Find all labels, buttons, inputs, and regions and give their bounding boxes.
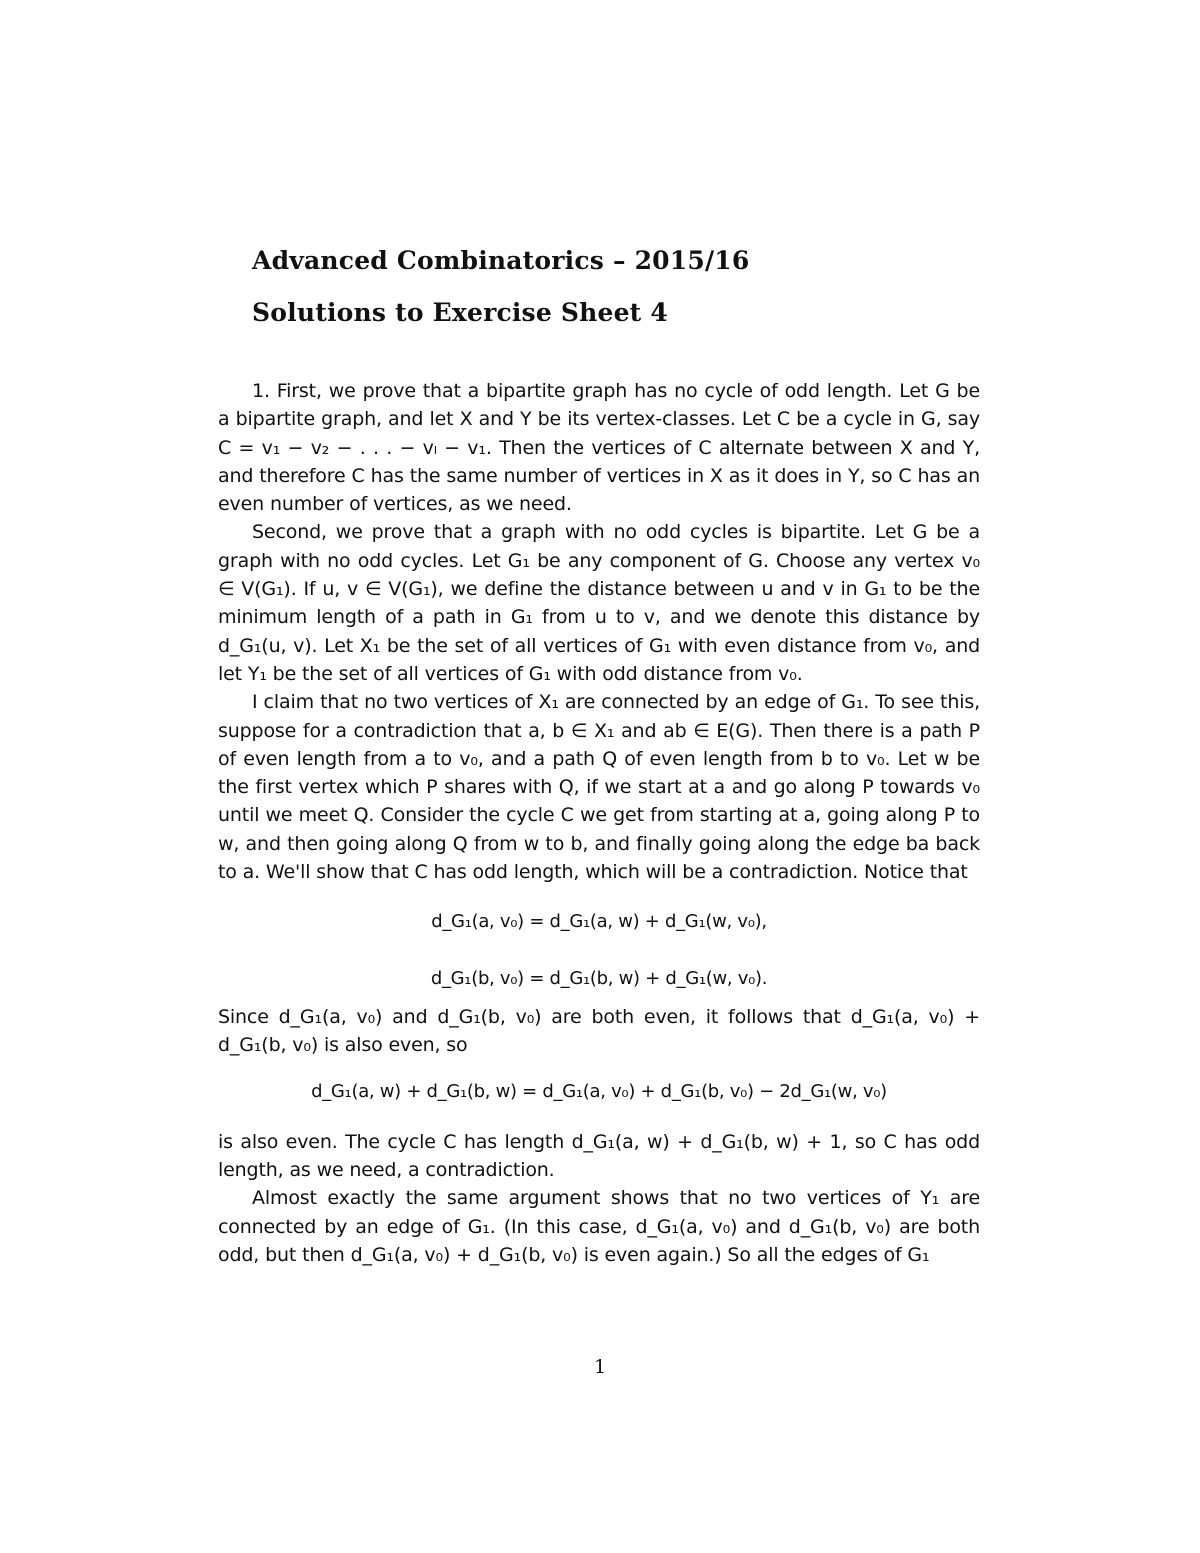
paragraph-4: Since d_G₁(a, v₀) and d_G₁(b, v₀) are both even, it follows that d_G₁(a, v₀) + d_G₁(b, v₀) is also even, so <box>218 1005 980 1057</box>
paragraph-5: is also even. The cycle C has length d_G₁(a, w) + d_G₁(b, w) + 1, so C has odd length, as we need, a contradiction. <box>218 1130 980 1182</box>
paragraph-2: Second, we prove that a graph with no odd cycles is bipartite. Let G be a graph with no odd cycles. Let G₁ be any component of G. Choose any vertex v₀ ∈ V(G₁). If u, v ∈ V(G₁), we define the distance between u and v in G₁ to be the minimum length of a path in G₁ from u to v, and we denote this distance by d_G₁(u, v). Let X₁ be the set of all vertices of G₁ with even distance from v₀, and let Y₁ be the set of all vertices of G₁ with odd distance from v₀. <box>218 521 980 685</box>
solution-body <box>218 377 980 1269</box>
paragraph-3: I claim that no two vertices of X₁ are connected by an edge of G₁. To see this, suppose for a contradiction that a, b ∈ X₁ and ab ∈ E(G). Then there is a path P of even length from a to v₀, and a path Q of even length from b to v₀. Let w be the first vertex which P shares with Q, if we start at a and go along P towards v₀ until we meet Q. Consider the cycle C we get from starting at a, going along P to w, and then going along Q from w to b, and finally going along the edge ba back to a. We'll show that C has odd length, which will be a contradiction. Notice that <box>218 691 980 884</box>
paragraph-1: 1. First, we prove that a bipartite graph has no cycle of odd length. Let G be a bipartite graph, and let X and Y be its vertex-classes. Let C be a cycle in G, say C = v₁ − v₂ − . . . − vₗ − v₁. Then the vertices of C alternate between X and Y, and therefore C has the same number of vertices in X as it does in Y, so C has an even number of vertices, as we need. <box>218 380 980 516</box>
equation-3: d_G₁(a, w) + d_G₁(b, w) = d_G₁(a, v₀) + d_G₁(b, v₀) − 2d_G₁(w, v₀) <box>311 1080 887 1102</box>
equation-2: d_G₁(b, v₀) = d_G₁(b, w) + d_G₁(w, v₀). <box>430 967 768 989</box>
document-title: Advanced Combinatorics – 2015/16 <box>252 246 750 275</box>
document-subtitle: Solutions to Exercise Sheet 4 <box>252 298 668 327</box>
page-number: 1 <box>593 1356 607 1378</box>
equation-1: d_G₁(a, v₀) = d_G₁(a, w) + d_G₁(w, v₀), <box>431 911 767 933</box>
paragraph-6: Almost exactly the same argument shows that no two vertices of Y₁ are connected by an edge of G₁. (In this case, d_G₁(a, v₀) and d_G₁(b, v₀) are both odd, but then d_G₁(a, v₀) + d_G₁(b, v₀) is even again.) So all the edges of G₁ <box>218 1187 980 1267</box>
